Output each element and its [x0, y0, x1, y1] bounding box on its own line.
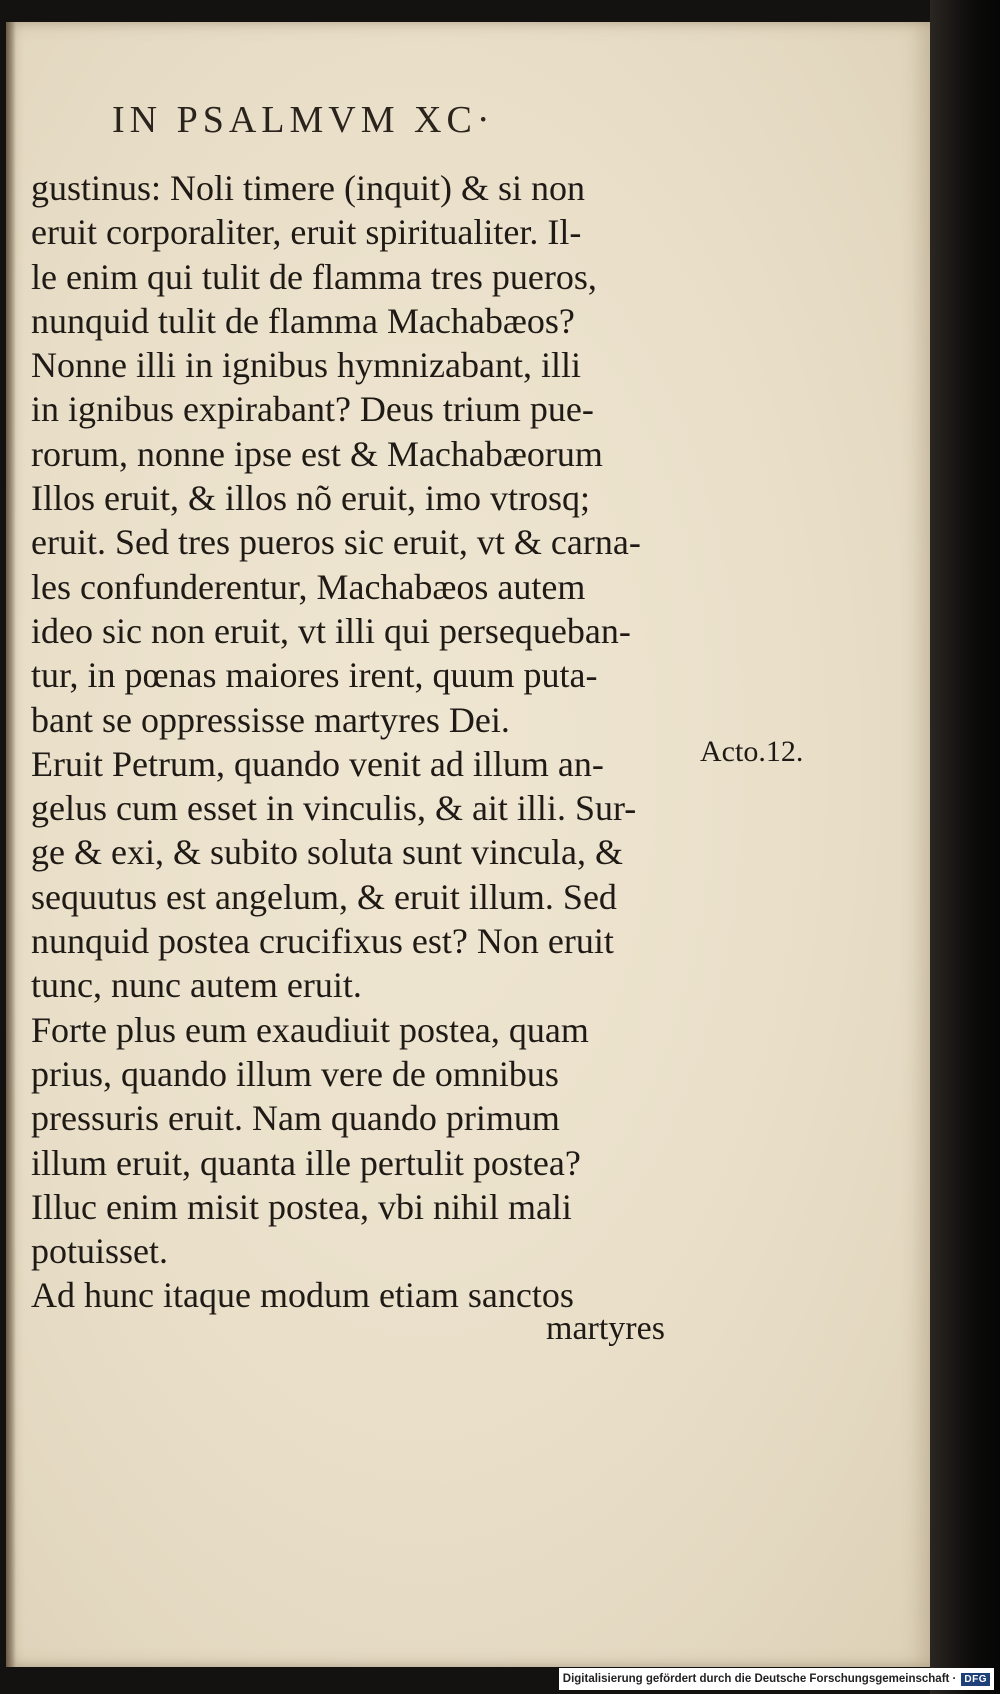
text-line: Illuc enim misit postea, vbi nihil mali: [31, 1186, 572, 1227]
text-line: ge & exi, & subito soluta sunt vincula, &: [31, 832, 623, 873]
text-line: bant se oppressisse martyres Dei.: [31, 699, 510, 740]
text-line: Ad hunc itaque modum etiam sanctos: [31, 1275, 574, 1316]
text-line: pressuris eruit. Nam quando primum: [31, 1098, 560, 1139]
text-line: nunquid postea crucifixus est? Non eruit: [31, 921, 614, 962]
text-line: Eruit Petrum, quando venit ad illum an-: [31, 743, 604, 784]
book-edge-shadow: [930, 0, 1000, 1694]
running-head: IN PSALMVM XC·: [112, 99, 495, 141]
text-line: rorum, nonne ipse est & Machabæorum: [31, 433, 603, 474]
text-line: Illos eruit, & illos nõ eruit, imo vtrosq;: [31, 478, 590, 519]
text-line: ideo sic non eruit, vt illi qui persequeban-: [31, 610, 631, 651]
catchword: martyres: [546, 1310, 665, 1347]
text-line: potuisset.: [31, 1231, 169, 1272]
text-line: Forte plus eum exaudiuit postea, quam: [31, 1009, 589, 1050]
body-text: [31, 166, 701, 1318]
page-gutter-shadow: [6, 22, 16, 1667]
marginal-note: Acto.12.: [700, 735, 804, 768]
digitization-credit: [559, 1668, 994, 1690]
text-line: sequutus est angelum, & eruit illum. Sed: [31, 876, 617, 917]
text-line: nunquid tulit de flamma Machabæos?: [31, 300, 575, 341]
text-line: tur, in pœnas maiores irent, quum puta-: [31, 655, 598, 696]
text-line: tunc, nunc autem eruit.: [31, 965, 362, 1006]
text-line: eruit corporaliter, eruit spiritualiter. Il-: [31, 212, 582, 253]
text-line: gustinus: Noli timere (inquit) & si non: [31, 168, 585, 208]
text-line: le enim qui tulit de flamma tres pueros,: [31, 256, 597, 297]
text-line: eruit. Sed tres pueros sic eruit, vt & carna-: [31, 522, 641, 563]
text-line: les confunderentur, Machabæos autem: [31, 566, 586, 607]
text-line: Nonne illi in ignibus hymnizabant, illi: [31, 345, 581, 386]
text-line: gelus cum esset in vinculis, & ait illi. Sur-: [31, 788, 637, 829]
text-line: prius, quando illum vere de omnibus: [31, 1053, 559, 1094]
text-line: in ignibus expirabant? Deus trium pue-: [31, 389, 594, 430]
dfg-logo-icon: DFG: [961, 1673, 990, 1686]
text-line: illum eruit, quanta ille pertulit postea?: [31, 1142, 581, 1183]
credit-text: Digitalisierung gefördert durch die Deutsche Forschungsgemeinschaft ·: [562, 1673, 957, 1685]
